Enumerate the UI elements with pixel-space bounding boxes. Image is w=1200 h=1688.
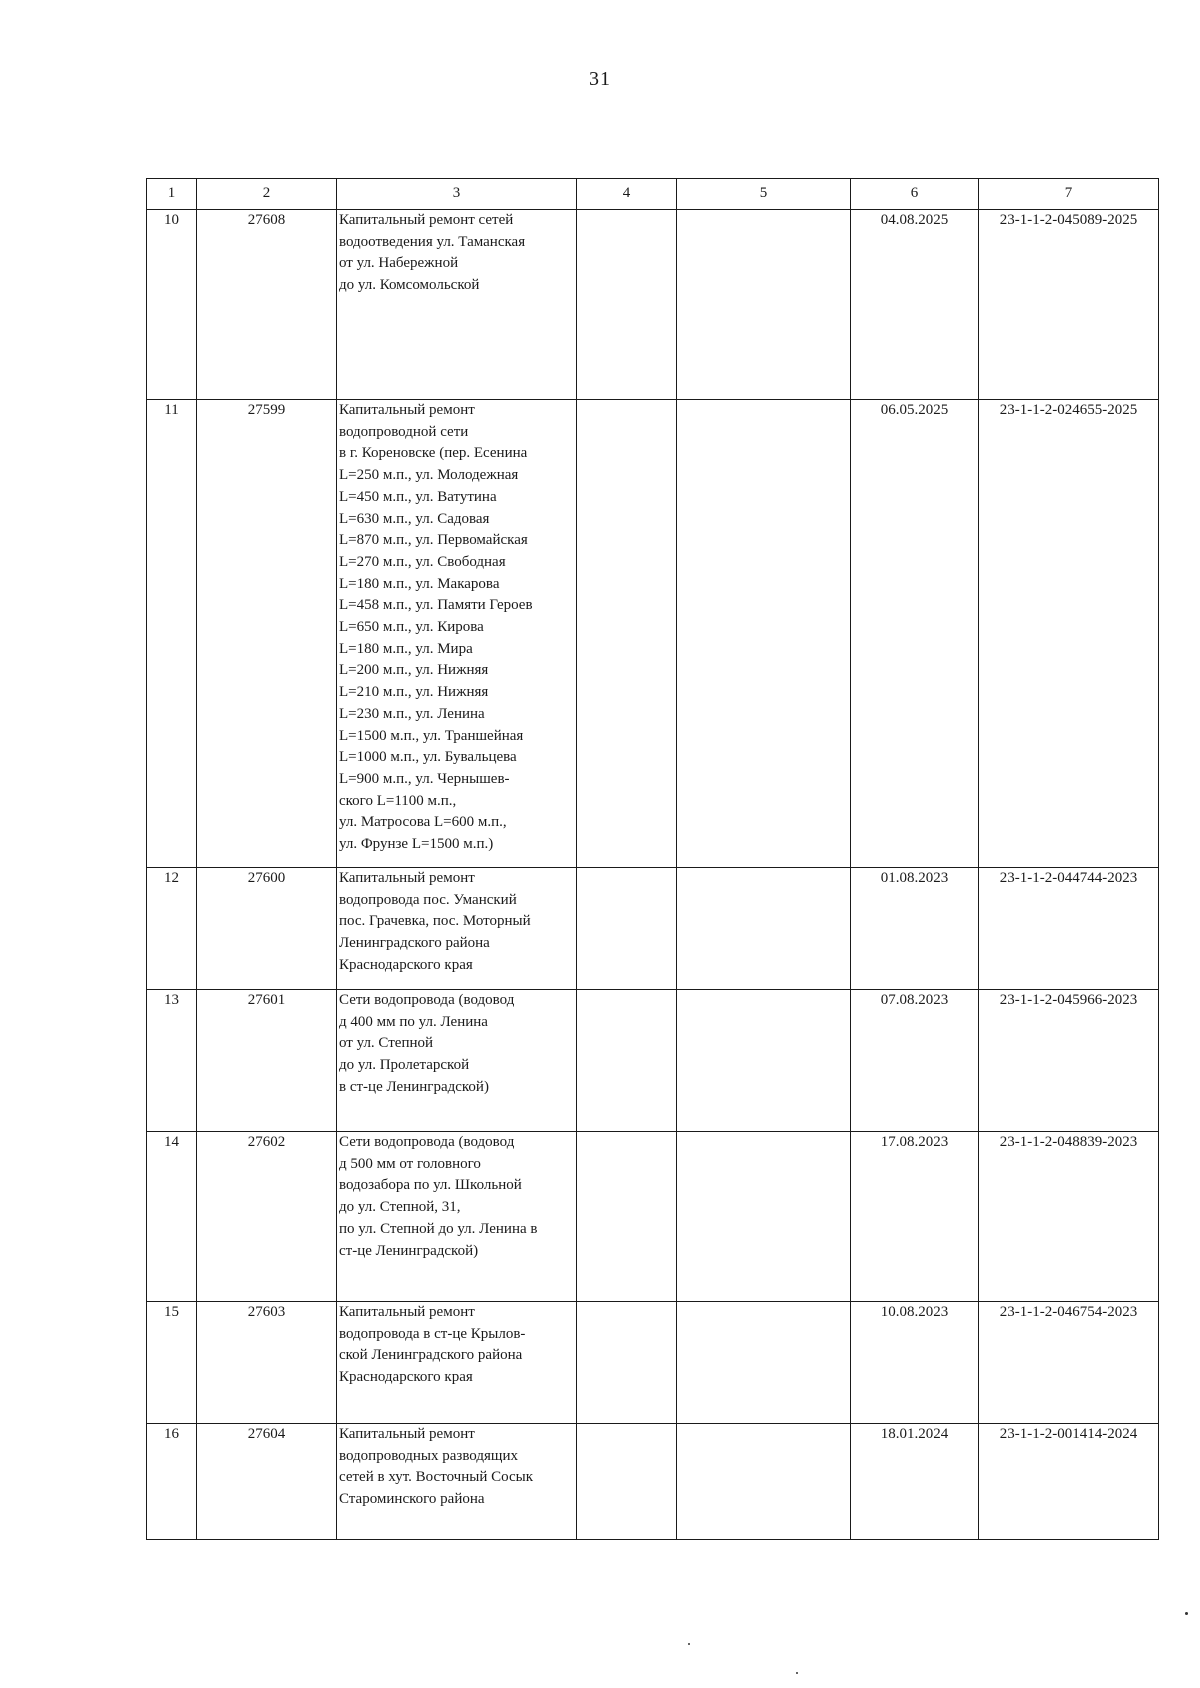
- header-col-3: 3: [337, 179, 577, 210]
- object-code-cell: 27604: [197, 1424, 337, 1540]
- col5-cell: [677, 210, 851, 400]
- object-name-line: Капитальный ремонт сетей: [339, 212, 514, 228]
- object-name-line: L=250 м.п., ул. Молодежная: [339, 467, 519, 484]
- col5-cell: [677, 868, 851, 990]
- object-name-line: Капитальный ремонт: [339, 870, 475, 886]
- object-name-line: сетей в хут. Восточный Сосык: [339, 1469, 534, 1486]
- object-code-cell: 27602: [197, 1132, 337, 1302]
- object-name-line: Капитальный ремонт: [339, 1426, 475, 1442]
- header-col-6: 6: [851, 179, 979, 210]
- object-name-cell: [337, 1424, 577, 1540]
- header-row: [147, 179, 1159, 210]
- header-col-1: 1: [147, 179, 197, 210]
- header-col-7: 7: [979, 179, 1159, 210]
- date-cell: 04.08.2025: [851, 210, 979, 400]
- page-number: 31: [589, 68, 611, 90]
- object-name-line: L=1000 м.п., ул. Бувальцева: [339, 749, 517, 766]
- col5-cell: [677, 1302, 851, 1424]
- object-name-line: Ленинградского района: [339, 935, 490, 952]
- object-name-cell: [337, 210, 577, 400]
- table-body: [147, 210, 1159, 1540]
- object-name-line: Староминского района: [339, 1491, 485, 1508]
- object-name-line: Сети водопровода (водовод: [339, 1134, 515, 1150]
- row-number-cell: 12: [147, 868, 197, 990]
- date-cell: 07.08.2023: [851, 990, 979, 1132]
- object-name-line: по ул. Степной до ул. Ленина в: [339, 1220, 538, 1237]
- object-name-line: L=458 м.п., ул. Памяти Героев: [339, 597, 533, 614]
- col4-cell: [577, 868, 677, 990]
- scan-speck: [688, 1643, 690, 1645]
- col5-cell: [677, 1132, 851, 1302]
- object-name-line: д 400 мм по ул. Ленина: [339, 1013, 488, 1030]
- object-name-line: L=650 м.п., ул. Кирова: [339, 619, 484, 636]
- object-name-line: L=630 м.п., ул. Садовая: [339, 510, 490, 527]
- col4-cell: [577, 1302, 677, 1424]
- row-number-cell: 11: [147, 400, 197, 868]
- object-name-line: Краснодарского края: [339, 956, 473, 973]
- registry-number-cell: 23-1-1-2-045089-2025: [979, 210, 1159, 400]
- date-cell: 18.01.2024: [851, 1424, 979, 1540]
- col5-cell: [677, 400, 851, 868]
- object-name-line: в г. Кореновске (пер. Есенина: [339, 445, 528, 462]
- object-name-line: L=200 м.п., ул. Нижняя: [339, 662, 489, 679]
- object-name-line: водопровода в ст-це Крылов-: [339, 1325, 526, 1342]
- object-name-cell: [337, 868, 577, 990]
- object-name-line: L=180 м.п., ул. Макарова: [339, 575, 500, 592]
- table-header: [147, 179, 1159, 210]
- object-name-line: до ул. Степной, 31,: [339, 1199, 461, 1216]
- object-name-line: L=270 м.п., ул. Свободная: [339, 553, 506, 570]
- object-name-line: водопроводной сети: [339, 423, 469, 440]
- date-cell: 06.05.2025: [851, 400, 979, 868]
- object-name-line: L=230 м.п., ул. Ленина: [339, 705, 485, 722]
- row-number-cell: 10: [147, 210, 197, 400]
- row-number-cell: 13: [147, 990, 197, 1132]
- object-name-line: водопроводных разводящих: [339, 1447, 518, 1464]
- col4-cell: [577, 990, 677, 1132]
- object-name-line: L=450 м.п., ул. Ватутина: [339, 488, 497, 505]
- col4-cell: [577, 1424, 677, 1540]
- object-name-line: д 500 мм от головного: [339, 1155, 481, 1172]
- object-name-line: L=1500 м.п., ул. Траншейная: [339, 727, 524, 744]
- object-name-line: Капитальный ремонт: [339, 402, 475, 418]
- object-name-line: ул. Фрунзе L=1500 м.п.): [339, 836, 494, 853]
- object-code-cell: 27599: [197, 400, 337, 868]
- object-name-line: водозабора по ул. Школьной: [339, 1177, 522, 1194]
- object-name-line: в ст-це Ленинградской): [339, 1078, 489, 1095]
- object-name-cell: [337, 990, 577, 1132]
- object-name-line: водопровода пос. Уманский: [339, 891, 517, 908]
- scan-speck: [796, 1672, 798, 1674]
- col5-cell: [677, 990, 851, 1132]
- header-col-5: 5: [677, 179, 851, 210]
- col4-cell: [577, 1132, 677, 1302]
- object-name-cell: [337, 1302, 577, 1424]
- registry-number-cell: 23-1-1-2-046754-2023: [979, 1302, 1159, 1424]
- object-name-line: Краснодарского края: [339, 1369, 473, 1386]
- object-name-line: Капитальный ремонт: [339, 1304, 475, 1320]
- object-code-cell: 27600: [197, 868, 337, 990]
- object-name-line: L=180 м.п., ул. Мира: [339, 640, 473, 657]
- row-number-cell: 14: [147, 1132, 197, 1302]
- table-row: [147, 868, 1159, 990]
- registry-number-cell: 23-1-1-2-001414-2024: [979, 1424, 1159, 1540]
- object-name-cell: [337, 1132, 577, 1302]
- object-name-line: ской Ленинградского района: [339, 1347, 523, 1364]
- header-col-4: 4: [577, 179, 677, 210]
- date-cell: 01.08.2023: [851, 868, 979, 990]
- table-row: [147, 1424, 1159, 1540]
- object-name-line: Сети водопровода (водовод: [339, 992, 515, 1008]
- object-name-line: от ул. Набережной: [339, 255, 459, 272]
- table-row: [147, 1132, 1159, 1302]
- object-name-cell: [337, 400, 577, 868]
- registry-number-cell: 23-1-1-2-048839-2023: [979, 1132, 1159, 1302]
- object-code-cell: 27601: [197, 990, 337, 1132]
- object-name-line: ского L=1100 м.п.,: [339, 792, 457, 809]
- object-name-line: L=900 м.п., ул. Чернышев-: [339, 770, 510, 787]
- object-name-line: ст-це Ленинградской): [339, 1242, 479, 1259]
- object-name-line: водоотведения ул. Таманская: [339, 233, 526, 250]
- registry-number-cell: 23-1-1-2-024655-2025: [979, 400, 1159, 868]
- object-name-line: до ул. Пролетарской: [339, 1057, 470, 1074]
- date-cell: 10.08.2023: [851, 1302, 979, 1424]
- table-row: [147, 400, 1159, 868]
- row-number-cell: 16: [147, 1424, 197, 1540]
- object-name-line: L=870 м.п., ул. Первомайская: [339, 532, 528, 549]
- header-col-2: 2: [197, 179, 337, 210]
- object-name-line: пос. Грачевка, пос. Моторный: [339, 913, 531, 930]
- table-row: [147, 990, 1159, 1132]
- col4-cell: [577, 210, 677, 400]
- registry-number-cell: 23-1-1-2-044744-2023: [979, 868, 1159, 990]
- table-row: [147, 1302, 1159, 1424]
- object-code-cell: 27603: [197, 1302, 337, 1424]
- object-name-line: до ул. Комсомольской: [339, 277, 480, 294]
- registry-number-cell: 23-1-1-2-045966-2023: [979, 990, 1159, 1132]
- row-number-cell: 15: [147, 1302, 197, 1424]
- col4-cell: [577, 400, 677, 868]
- object-name-line: ул. Матросова L=600 м.п.,: [339, 814, 507, 831]
- object-code-cell: 27608: [197, 210, 337, 400]
- col5-cell: [677, 1424, 851, 1540]
- scan-speck: [1185, 1612, 1188, 1615]
- object-name-line: L=210 м.п., ул. Нижняя: [339, 684, 489, 701]
- date-cell: 17.08.2023: [851, 1132, 979, 1302]
- objects-table: [146, 178, 1159, 1540]
- table-row: [147, 210, 1159, 400]
- object-name-line: от ул. Степной: [339, 1035, 434, 1052]
